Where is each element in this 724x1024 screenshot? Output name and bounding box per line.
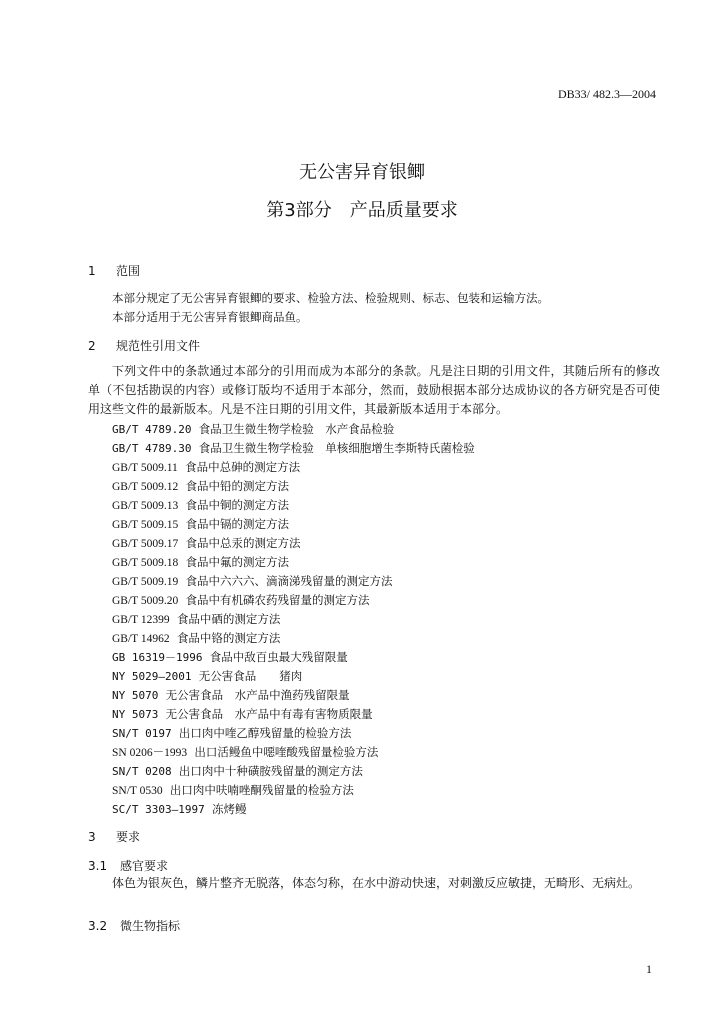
- reference-item: [112, 782, 354, 798]
- reference-item: [112, 573, 393, 589]
- subsection-number: 3.2: [88, 919, 108, 933]
- reference-code: GB 16319－1996: [112, 651, 203, 664]
- document-code: DB33/ 482.3—2004: [557, 87, 656, 101]
- reference-item: [112, 535, 301, 551]
- reference-item: [112, 706, 373, 722]
- reference-item: [112, 478, 289, 494]
- reference-title: 食品卫生微生物学检验 水产食品检验: [198, 422, 395, 436]
- reference-title: 食品中铜的测定方法: [185, 498, 290, 512]
- reference-item: [112, 687, 350, 703]
- reference-code: GB/T 5009.17: [112, 538, 179, 550]
- reference-item: [112, 801, 247, 817]
- section-title: 要求: [116, 830, 141, 844]
- reference-item: [112, 725, 351, 741]
- subsection-title: 微生物指标: [120, 919, 181, 933]
- reference-code: GB/T 5009.11: [112, 462, 178, 474]
- reference-title: 食品中铬的测定方法: [176, 631, 281, 645]
- reference-title: 食品中镉的测定方法: [185, 517, 290, 531]
- reference-code: SN/T 0197: [112, 727, 172, 740]
- reference-code: GB/T 5009.18: [112, 557, 179, 569]
- reference-code: GB/T 5009.19: [112, 576, 179, 588]
- reference-title: 出口活鳗鱼中噁喹酸残留量检验方法: [194, 745, 379, 759]
- reference-title: 食品中六六六、滴滴涕残留量的测定方法: [185, 574, 393, 588]
- section-title: 范围: [116, 264, 141, 278]
- reference-code: NY 5073: [112, 708, 159, 721]
- reference-title: 食品中总砷的测定方法: [185, 460, 301, 474]
- reference-code: SN/T 0208: [112, 765, 172, 778]
- reference-item: [112, 497, 289, 513]
- reference-code: GB/T 5009.13: [112, 500, 179, 512]
- reference-code: SC/T 3303—1997: [112, 803, 205, 816]
- reference-code: GB/T 12399: [112, 614, 170, 626]
- reference-title: 食品卫生微生物学检验 单核细胞增生李斯特氏菌检验: [198, 441, 475, 455]
- subsection-title: 感官要求: [120, 859, 169, 873]
- subsection-3-2-heading: [88, 917, 180, 934]
- document-title: 无公害异育银鲫: [299, 162, 425, 183]
- section-2-heading: [88, 337, 200, 354]
- reference-item: [112, 459, 300, 475]
- scope-paragraph-2: 本部分适用于无公害异育银鲫商品鱼。: [112, 310, 308, 324]
- reference-title: 出口肉中十种磺胺残留量的测定方法: [178, 764, 363, 778]
- subsection-number: 3.1: [88, 859, 108, 873]
- section-number: 2: [88, 339, 96, 353]
- reference-title: 食品中硒的测定方法: [176, 612, 281, 626]
- reference-title: 食品中氟的测定方法: [185, 555, 290, 569]
- reference-code: GB/T 5009.12: [112, 481, 179, 493]
- references-intro: 下列文件中的条款通过本部分的引用而成为本部分的条款。凡是注日期的引用文件，其随后所有的修改单（不包括勘误的内容）或修订版均不适用于本部分，然而，鼓励根据本部分达成协议的各方研究是否可使用这些文件的最新版本。凡是不注日期的引用文件，其最新版本适用于本部分。: [88, 364, 660, 416]
- section-3-heading: [88, 828, 140, 845]
- reference-code: GB/T 5009.20: [112, 595, 179, 607]
- reference-code: SN/T 0530: [112, 785, 163, 797]
- reference-code: GB/T 4789.20: [112, 423, 192, 436]
- reference-title: 出口肉中呋喃唑酮残留量的检验方法: [169, 783, 354, 797]
- reference-title: 食品中有机磷农药残留量的测定方法: [185, 593, 370, 607]
- reference-code: NY 5029—2001: [112, 670, 192, 683]
- sensory-requirements-text: 体色为银灰色，鳞片整齐无脱落，体态匀称，在水中游动快速，对刺激反应敏捷，无畸形、无病灶。: [112, 876, 641, 890]
- reference-title: 出口肉中喹乙醇残留量的检验方法: [178, 726, 352, 740]
- reference-item: [112, 554, 289, 570]
- subsection-3-1-heading: [88, 857, 168, 874]
- reference-code: SN 0206－1993: [112, 747, 188, 759]
- reference-title: 食品中总汞的测定方法: [185, 536, 301, 550]
- reference-item: [112, 763, 363, 779]
- reference-item: [112, 668, 302, 684]
- reference-item: [112, 440, 475, 456]
- reference-code: GB/T 4789.30: [112, 442, 192, 455]
- page-number: 1: [646, 962, 652, 976]
- reference-item: [112, 649, 348, 665]
- section-number: 1: [88, 264, 96, 278]
- document-subtitle: 第3部分 产品质量要求: [266, 200, 458, 221]
- reference-title: 无公害食品 猪肉: [198, 669, 303, 683]
- reference-title: 食品中敌百虫最大残留限量: [209, 650, 348, 664]
- reference-item: [112, 421, 394, 437]
- reference-title: 食品中铅的测定方法: [185, 479, 290, 493]
- reference-item: [112, 630, 280, 646]
- reference-code: GB/T 14962: [112, 633, 170, 645]
- section-number: 3: [88, 830, 96, 844]
- section-title: 规范性引用文件: [116, 339, 201, 353]
- reference-title: 无公害食品 水产品中有毒有害物质限量: [165, 707, 373, 721]
- scope-paragraph-1: 本部分规定了无公害异育银鲫的要求、检验方法、检验规则、标志、包装和运输方法。: [112, 291, 549, 305]
- reference-item: [112, 516, 289, 532]
- reference-item: [112, 592, 370, 608]
- reference-title: 冻烤鳗: [212, 802, 247, 816]
- reference-item: [112, 611, 280, 627]
- reference-code: NY 5070: [112, 689, 159, 702]
- reference-item: [112, 744, 378, 760]
- reference-title: 无公害食品 水产品中渔药残留限量: [165, 688, 350, 702]
- reference-code: GB/T 5009.15: [112, 519, 179, 531]
- section-1-heading: [88, 262, 140, 279]
